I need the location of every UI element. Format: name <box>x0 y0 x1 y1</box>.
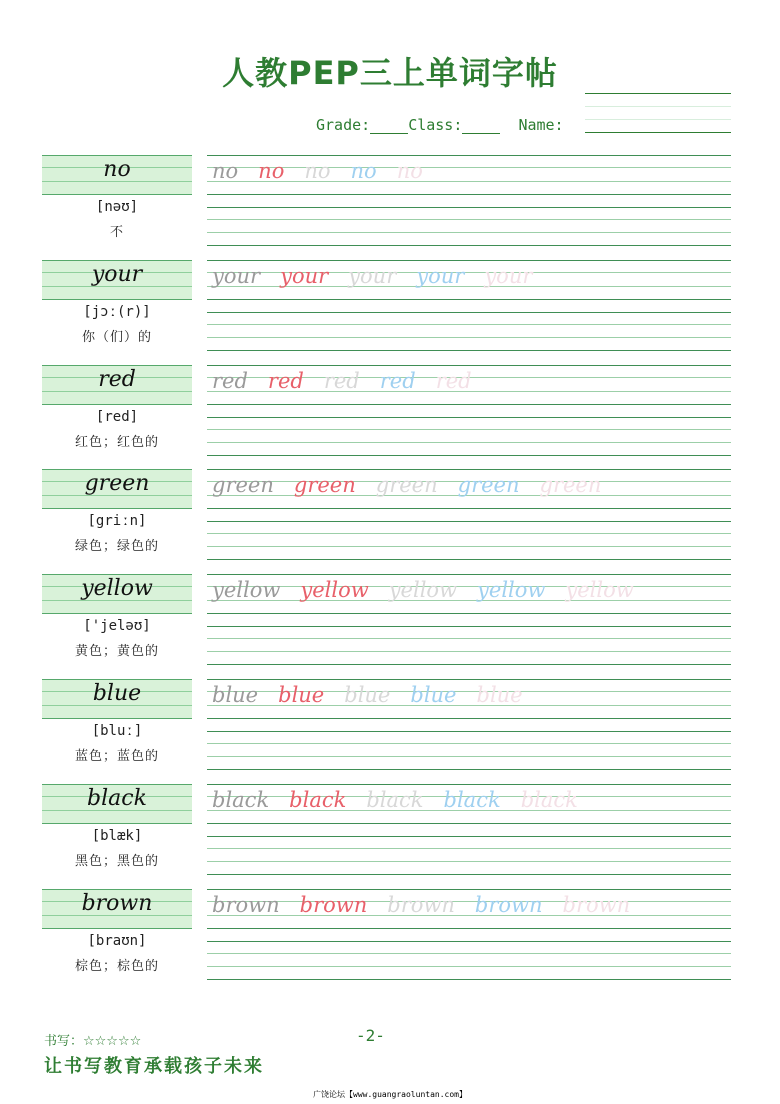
tracing-word: red <box>435 369 472 393</box>
word-entry-green <box>0 469 780 569</box>
practice-line[interactable] <box>207 769 731 770</box>
practice-line[interactable] <box>207 718 731 719</box>
tracing-word: brown <box>562 893 631 917</box>
rating-stars: 书写：☆☆☆☆☆ <box>44 1034 142 1049</box>
practice-line[interactable] <box>207 651 731 652</box>
practice-line[interactable] <box>207 508 731 509</box>
source-credit: 广饶论坛【www.guangraoluntan.com】 <box>313 1090 467 1099</box>
class-label: Class: <box>408 116 463 134</box>
practice-line[interactable] <box>207 613 731 614</box>
practice-line[interactable] <box>207 442 731 443</box>
chinese-meaning: 不 <box>109 225 124 240</box>
slogan: 让书写教育承载孩子未来 <box>44 1056 264 1077</box>
tracing-word: your <box>212 264 261 288</box>
phonetic: ['jeləʊ] <box>83 618 151 634</box>
tracing-word: red <box>379 369 416 393</box>
practice-line[interactable] <box>207 533 731 534</box>
tracing-word: yellow <box>300 578 369 602</box>
practice-line[interactable] <box>207 626 731 627</box>
chinese-meaning: 绿色；绿色的 <box>74 539 159 554</box>
practice-line[interactable] <box>207 324 731 325</box>
practice-line[interactable] <box>207 350 731 351</box>
word-entry-brown <box>0 889 780 989</box>
phonetic: [nəʊ] <box>95 199 139 215</box>
practice-line[interactable] <box>207 155 731 156</box>
practice-line[interactable] <box>207 679 731 680</box>
student-info-row <box>316 116 564 134</box>
practice-line[interactable] <box>207 928 731 929</box>
practice-line[interactable] <box>207 312 731 313</box>
practice-line[interactable] <box>207 559 731 560</box>
tracing-word: black <box>443 788 501 812</box>
practice-line[interactable] <box>207 836 731 837</box>
tracing-word: green <box>212 473 274 497</box>
tracing-word: no <box>396 159 423 183</box>
tracing-word: no <box>258 159 285 183</box>
tracing-word: no <box>350 159 377 183</box>
tracing-row <box>212 788 598 812</box>
phonetic: [braʊn] <box>87 933 147 949</box>
chinese-meaning: 红色；红色的 <box>74 435 159 450</box>
chinese-meaning: 黄色；黄色的 <box>74 644 159 659</box>
tracing-word: red <box>267 369 304 393</box>
practice-line[interactable] <box>207 889 731 890</box>
word-text: green <box>84 471 150 496</box>
chinese-meaning: 蓝色；蓝色的 <box>74 749 159 764</box>
practice-line[interactable] <box>207 861 731 862</box>
name-label: Name: <box>518 116 564 134</box>
tracing-word: green <box>375 473 438 497</box>
word-text: your <box>91 262 143 287</box>
practice-line[interactable] <box>207 756 731 757</box>
phonetic: [red] <box>95 409 139 425</box>
name-blank[interactable] <box>585 93 731 133</box>
tracing-word: red <box>323 369 360 393</box>
tracing-word: blue <box>476 683 523 707</box>
practice-line[interactable] <box>207 941 731 942</box>
practice-line[interactable] <box>207 404 731 405</box>
practice-line[interactable] <box>207 455 731 456</box>
practice-line[interactable] <box>207 546 731 547</box>
practice-line[interactable] <box>207 743 731 744</box>
practice-line[interactable] <box>207 365 731 366</box>
practice-line[interactable] <box>207 245 731 246</box>
tracing-word: yellow <box>388 578 458 602</box>
grade-label: Grade: <box>316 116 371 134</box>
tracing-word: blue <box>212 683 259 707</box>
word-entry-blue <box>0 679 780 779</box>
tracing-word: brown <box>299 893 368 917</box>
practice-line[interactable] <box>207 848 731 849</box>
phonetic: [blæk] <box>91 828 143 844</box>
tracing-word: black <box>520 788 578 812</box>
word-text: brown <box>81 891 153 916</box>
tracing-word: brown <box>212 893 280 917</box>
phonetic: [bluː] <box>91 723 143 739</box>
tracing-word: yellow <box>565 578 634 602</box>
practice-line[interactable] <box>207 469 731 470</box>
tracing-row <box>212 369 492 393</box>
tracing-word: your <box>280 264 329 288</box>
tracing-word: no <box>212 159 239 183</box>
word-text: black <box>87 786 147 811</box>
practice-line[interactable] <box>207 219 731 220</box>
practice-line[interactable] <box>207 731 731 732</box>
tracing-word: yellow <box>477 578 546 602</box>
word-entry-no <box>0 155 780 255</box>
tracing-word: blue <box>410 683 457 707</box>
tracing-word: black <box>212 788 270 812</box>
word-text: blue <box>92 681 142 706</box>
practice-line[interactable] <box>207 953 731 954</box>
tracing-row <box>212 264 552 288</box>
page-number: -2- <box>356 1026 385 1045</box>
tracing-word: black <box>366 788 424 812</box>
word-entry-red <box>0 365 780 465</box>
practice-line[interactable] <box>207 874 731 875</box>
chinese-meaning: 黑色；黑色的 <box>74 854 159 869</box>
tracing-word: your <box>484 264 533 288</box>
tracing-word: blue <box>344 683 391 707</box>
practice-line[interactable] <box>207 638 731 639</box>
word-text: red <box>98 367 136 392</box>
word-entry-yellow <box>0 574 780 674</box>
practice-line[interactable] <box>207 299 731 300</box>
practice-line[interactable] <box>207 979 731 980</box>
practice-line[interactable] <box>207 966 731 967</box>
tracing-word: green <box>457 473 520 497</box>
practice-line[interactable] <box>207 664 731 665</box>
tracing-word: your <box>348 264 397 288</box>
page-title: 人教PEP三上单词字帖 <box>222 54 558 92</box>
grade-blank[interactable] <box>370 119 408 134</box>
chinese-meaning: 你（们）的 <box>81 330 152 345</box>
practice-line[interactable] <box>207 521 731 522</box>
tracing-row <box>212 683 543 707</box>
tracing-row <box>212 893 650 917</box>
tracing-word: blue <box>278 683 325 707</box>
word-text: no <box>103 157 131 182</box>
phonetic: [griːn] <box>87 513 147 529</box>
phonetic: [jɔː(r)] <box>83 304 151 320</box>
class-blank[interactable] <box>462 119 500 134</box>
practice-line[interactable] <box>207 823 731 824</box>
tracing-word: red <box>212 369 248 393</box>
tracing-row <box>212 578 654 602</box>
word-entry-your <box>0 260 780 360</box>
tracing-word: brown <box>474 893 543 917</box>
tracing-word: brown <box>387 893 455 917</box>
tracing-word: yellow <box>212 578 281 602</box>
practice-line[interactable] <box>207 429 731 430</box>
practice-line[interactable] <box>207 337 731 338</box>
tracing-word: your <box>416 264 465 288</box>
practice-line[interactable] <box>207 207 731 208</box>
practice-line[interactable] <box>207 232 731 233</box>
tracing-word: green <box>539 473 602 497</box>
chinese-meaning: 棕色；棕色的 <box>74 959 159 974</box>
practice-line[interactable] <box>207 194 731 195</box>
practice-line[interactable] <box>207 260 731 261</box>
tracing-row <box>212 159 443 183</box>
practice-line[interactable] <box>207 417 731 418</box>
practice-line[interactable] <box>207 574 731 575</box>
tracing-word: black <box>289 788 347 812</box>
tracing-word: no <box>304 159 331 183</box>
word-entry-black <box>0 784 780 884</box>
tracing-word: green <box>293 473 356 497</box>
word-text: yellow <box>81 576 153 601</box>
practice-line[interactable] <box>207 784 731 785</box>
tracing-row <box>212 473 621 497</box>
